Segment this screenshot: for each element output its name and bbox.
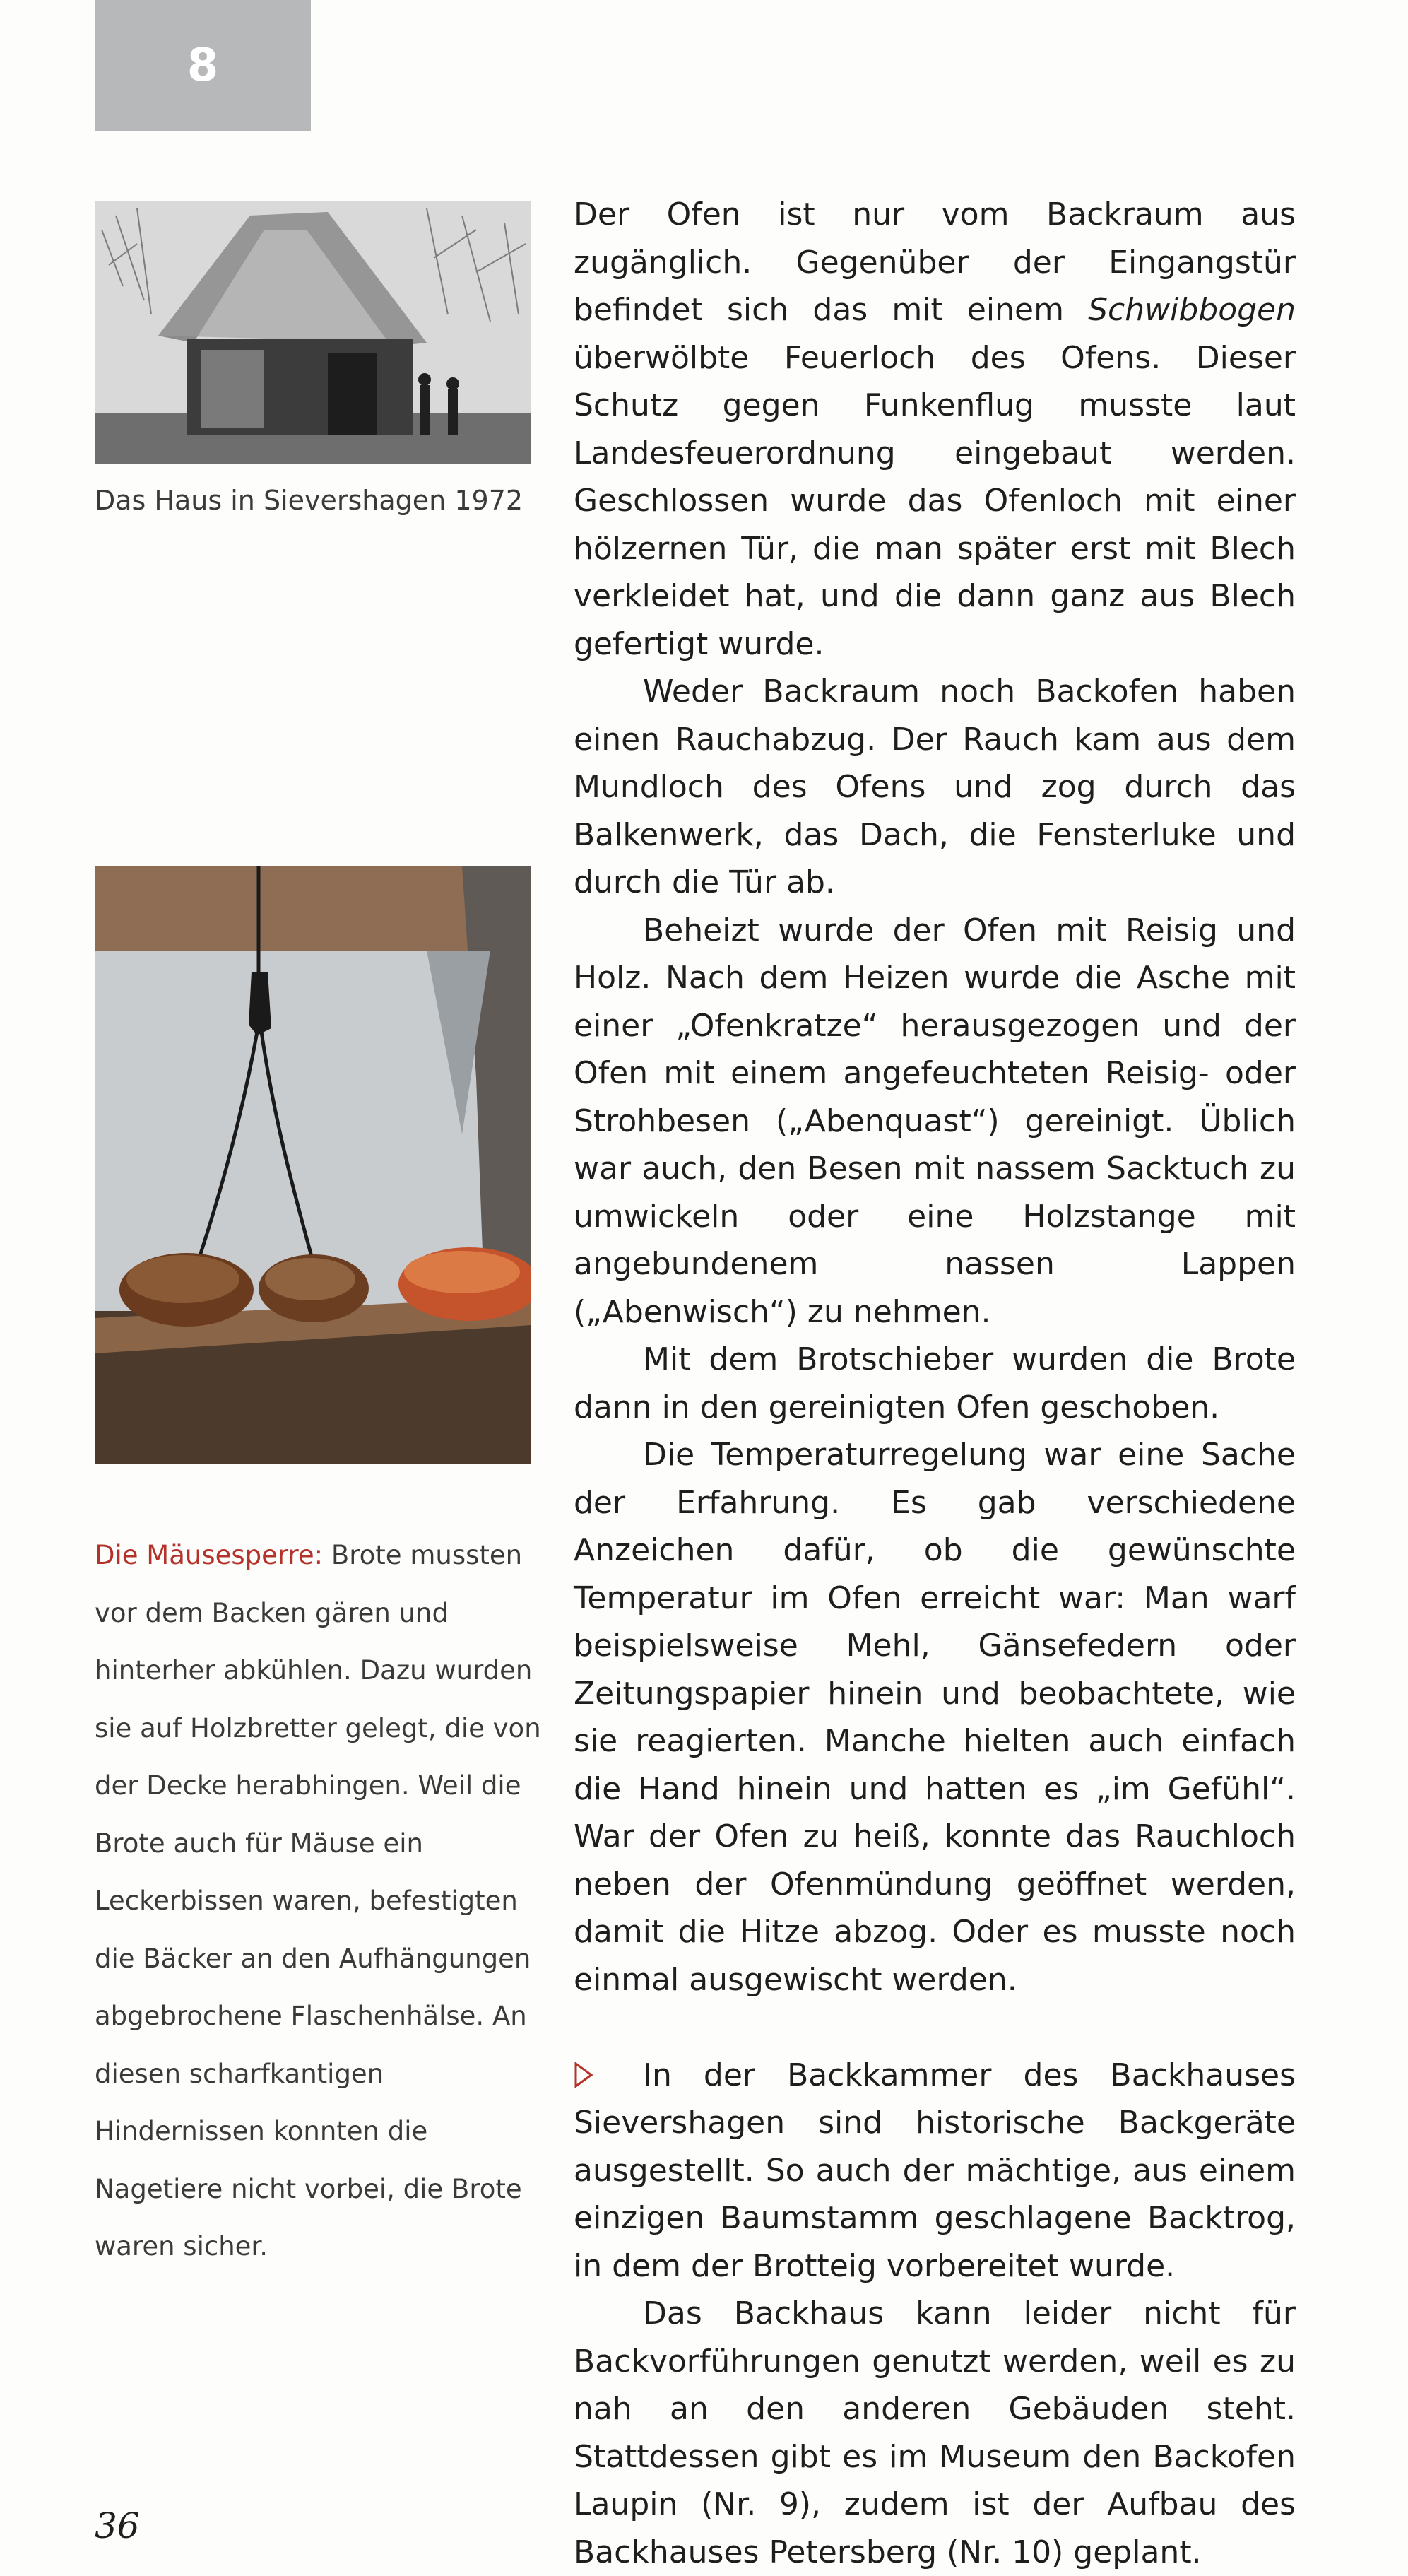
page-number: 36 xyxy=(95,2505,140,2546)
paragraph-1 xyxy=(574,191,1296,668)
chapter-number: 8 xyxy=(187,40,219,92)
paragraph-6: Das Backhaus kann leider nicht für Backvorführungen genutzt werden, weil es zu nah an den anderen Gebäuden steht. Stattdessen gibt es im Museum den Backofen Laupin (Nr. 9), zudem ist der Aufbau des Backhauses Petersberg (Nr. 10) geplant. xyxy=(574,2295,1296,2570)
caption-lead: Die Mäusesperre: xyxy=(95,1540,324,1570)
house-caption: Das Haus in Sievershagen 1972 xyxy=(95,485,523,516)
paragraph-1-end: überwölbte Feuerloch des Ofens. Dieser Schutz gegen Funkenflug musste laut Landesfeuerordnung eingebaut werden. Geschlossen wurde das Ofenloch mit einer hölzernen Tür, die man später erst mit Blech verkleidet hat, und die dann ganz aus Blech gefertigt wurde. xyxy=(574,339,1296,662)
paragraph-5: Die Temperaturregelung war eine Sache der Erfahrung. Es gab verschiedene Anzeichen dafür, ob die gewünschte Temperatur im Ofen erreicht war: Man warf beispielsweise Mehl, Gänsefedern oder Zeitungspapier hinein und beobachtete, wie sie reagierten. Manche hielten auch einfach die Hand hinein und hatten es „im Gefühl“. War der Ofen zu heiß, konnte das Rauchloch neben der Ofenmündung geöffnet werden, damit die Hitze abzog. Oder es musste noch einmal ausgewischt werden. xyxy=(574,1437,1296,1998)
breads-caption xyxy=(95,1527,547,2276)
paragraph-2: Weder Backraum noch Backofen haben einen Rauchabzug. Der Rauch kam aus dem Mundloch des Ofens und zog durch das Balkenwerk, das Dach, die Fensterluke und durch die Tür ab. xyxy=(574,674,1296,900)
paragraph-4: Mit dem Brotschieber wurden die Brote dann in den gereinigten Ofen geschoben. xyxy=(574,1341,1296,1425)
paragraph-1-start: Der Ofen ist nur vom Backraum aus zugänglich. Gegenüber der Eingangstür befindet sich das mit einem xyxy=(574,196,1296,328)
chapter-badge xyxy=(95,0,311,131)
note-paragraph xyxy=(574,2052,1296,2290)
main-text xyxy=(574,191,1296,2576)
breads-photo xyxy=(95,866,531,1464)
paragraph-3: Beheizt wurde der Ofen mit Reisig und Holz. Nach dem Heizen wurde die Asche mit einer „Ofenkratze“ herausgezogen und der Ofen mit einem angefeuchteten Reisig- oder Strohbesen („Abenquast“) gereinigt. Üblich war auch, den Besen mit nassem Sacktuch zu umwickeln oder eine Holzstange mit angebundenem nassen Lappen („Abenwisch“) zu nehmen. xyxy=(574,912,1296,1330)
triangle-right-icon xyxy=(574,2052,643,2100)
paragraph-1-italic: Schwibbogen xyxy=(1088,292,1296,328)
note-text: In der Backkammer des Backhauses Sievershagen sind historische Backgeräte ausgestellt. So auch der mächtige, aus einem einzigen Baumstamm geschlagene Backtrog, in dem der Brotteig vorbereitet wurde. xyxy=(574,2057,1296,2284)
house-photo xyxy=(95,201,531,464)
caption-text: Brote mussten vor dem Backen gären und hinterher abkühlen. Dazu wurden sie auf Holzbretter gelegt, die von der Decke herabhingen. Weil die Brote auch für Mäuse ein Leckerbissen waren, befestigten die Bäcker an den Aufhängungen abgebrochene Flaschenhälse. An diesen scharfkantigen Hindernissen konnten die Nagetiere nicht vorbei, die Brote waren sicher. xyxy=(95,1540,541,2262)
